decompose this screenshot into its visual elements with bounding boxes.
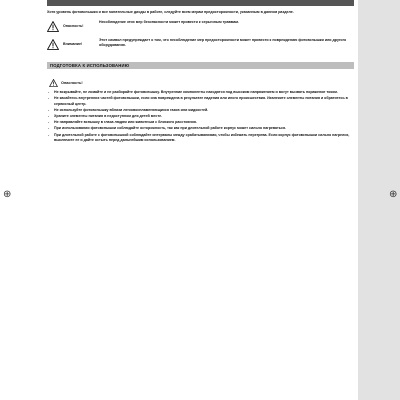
intro-paragraph: Хотя уровень фотовспышки и все мигательные диоды в работе, следуйте всем мерам предосторожности, указанным в данном разделе.	[47, 10, 294, 14]
list-item: - Не касайтесь внутренних частей фотовспышки, если она повреждена в результате падения или иного происшествия. Извлеките элементы питания и обратитесь в сервисный центр.	[47, 96, 354, 106]
caution-label: Опасность!	[61, 80, 83, 85]
header-bar	[47, 0, 354, 6]
document-content	[47, 10, 354, 144]
list-item: - При длительной работе с фотовспышкой соблюдайте интервалы между срабатываниями, чтобы избежать перегрева. Если корпус фотовспышки сильно нагрелся, выключите ее и дайте остыть перед дальнейшим использованием.	[47, 133, 354, 143]
warning-term: Опасность!	[63, 24, 84, 29]
crop-mark-right-icon: ⊕	[389, 189, 398, 200]
warning-triangle-icon	[47, 39, 59, 50]
list-item: - Не вскрывайте, не ломайте и не разбирайте фотовспышку. Внутренние компоненты находятся под высоким напряжением и могут вызвать поражение током.	[47, 90, 354, 95]
warning-triangle-icon	[47, 21, 59, 32]
list-item: - Храните элементы питания в недоступном для детей месте.	[47, 114, 354, 119]
precautions-list	[47, 90, 354, 143]
warning-legend	[47, 20, 354, 50]
list-item: - Не направляйте вспышку в глаза людям или животным с близкого расстояния.	[47, 120, 354, 125]
warning-description: Несоблюдение этих мер безопасности может привести к серьезным травмам.	[99, 20, 240, 25]
caution-heading	[49, 79, 354, 87]
list-item: - При использовании фотовспышки соблюдайте осторожность, так как при длительной работе корпус может сильно нагреваться.	[47, 126, 354, 131]
warning-triangle-icon	[49, 79, 58, 87]
page-side-strip	[358, 0, 400, 400]
warning-row-caution	[47, 38, 354, 50]
crop-mark-left-icon: ⊕	[3, 189, 12, 200]
section-header: ПОДГОТОВКА К ИСПОЛЬЗОВАНИЮ	[47, 62, 354, 69]
list-item: - Не используйте фотовспышку вблизи легковоспламеняющихся газов или жидкостей.	[47, 108, 354, 113]
warning-description: Этот символ предупреждает о том, что несоблюдение мер предосторожности может привести к повреждению фотовспышки или другого оборудования.	[99, 38, 347, 48]
warning-term: Внимание!	[63, 42, 83, 47]
warning-row-danger	[47, 20, 354, 32]
